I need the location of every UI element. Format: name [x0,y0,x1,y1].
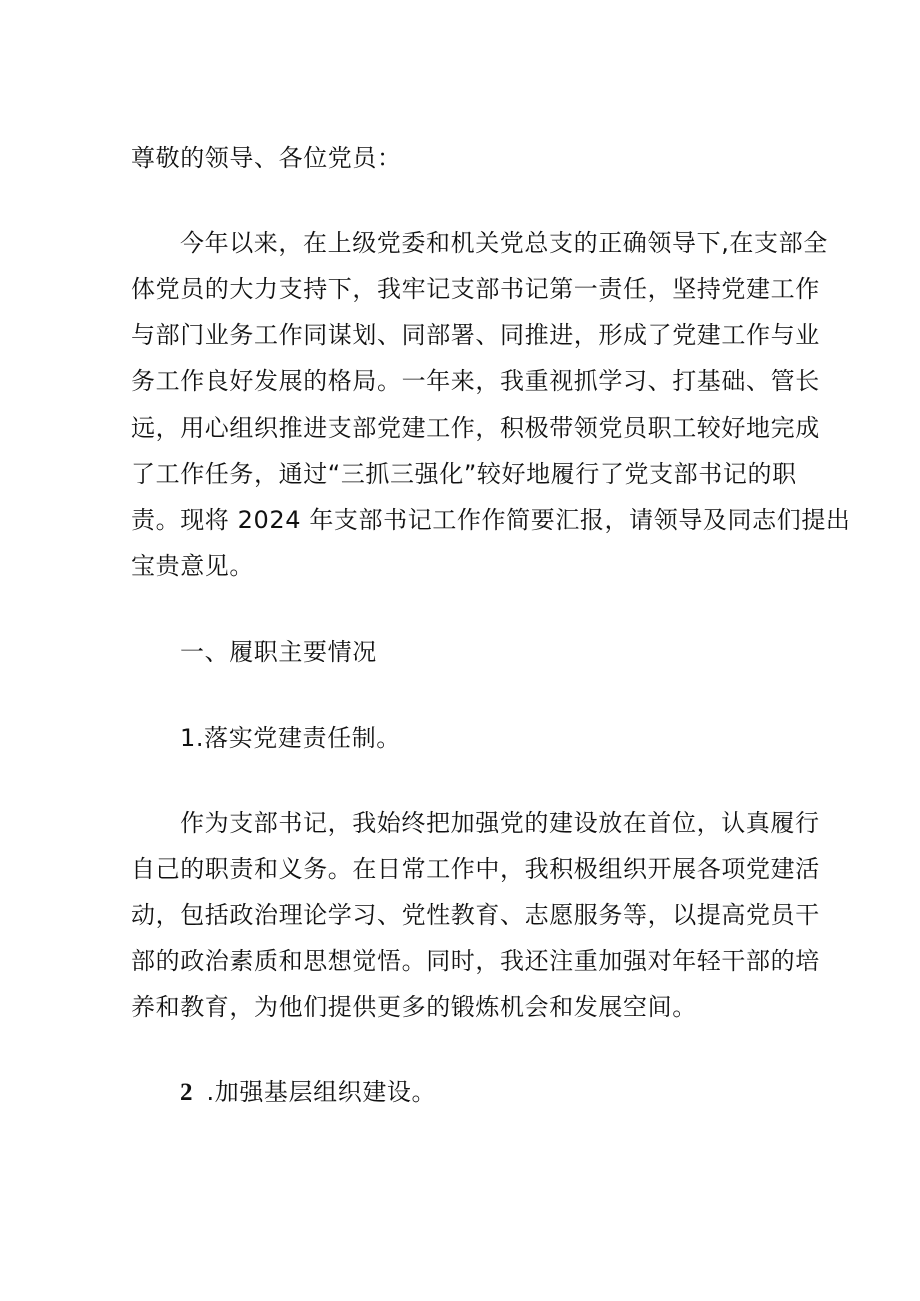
item1-line: 养和教育，为他们提供更多的锻炼机会和发展空间。 [131,993,697,1021]
intro-line: 责。现将 2024 年支部书记工作作简要汇报，请领导及同志们提出 [131,506,851,534]
item2-title: .加强基层组织建设。 [206,1078,437,1106]
intro-line: 远，用心组织推进支部党建工作，积极带领党员职工较好地完成 [131,414,820,442]
intro-line: 与部门业务工作同谋划、同部署、同推进，形成了党建工作与业 [131,321,820,349]
intro-line: 了工作任务，通过“三抓三强化”较好地履行了党支部书记的职 [131,460,797,488]
intro-line: 宝贵意见。 [131,552,254,580]
intro-line: 体党员的大力支持下，我牢记支部书记第一责任，坚持党建工作 [131,275,820,303]
item2-number: 2 [180,1079,193,1106]
item1-line: 作为支部书记，我始终把加强党的建设放在首位，认真履行 [180,809,820,837]
greeting: 尊敬的领导、各位党员： [131,144,402,172]
intro-line: 今年以来，在上级党委和机关党总支的正确领导下,在支部全 [180,229,828,257]
item1-line: 部的政治素质和思想觉悟。同时，我还注重加强对年轻干部的培 [131,947,820,975]
item1-line: 自己的职责和义务。在日常工作中，我积极组织开展各项党建活 [131,855,820,883]
item1-title: 1.落实党建责任制。 [180,724,401,752]
item1-line: 动，包括政治理论学习、党性教育、志愿服务等，以提高党员干 [131,901,820,929]
item2-title-line [180,1077,436,1108]
section-heading: 一、履职主要情况 [180,638,377,666]
intro-line: 务工作良好发展的格局。一年来，我重视抓学习、打基础、管长 [131,367,820,395]
